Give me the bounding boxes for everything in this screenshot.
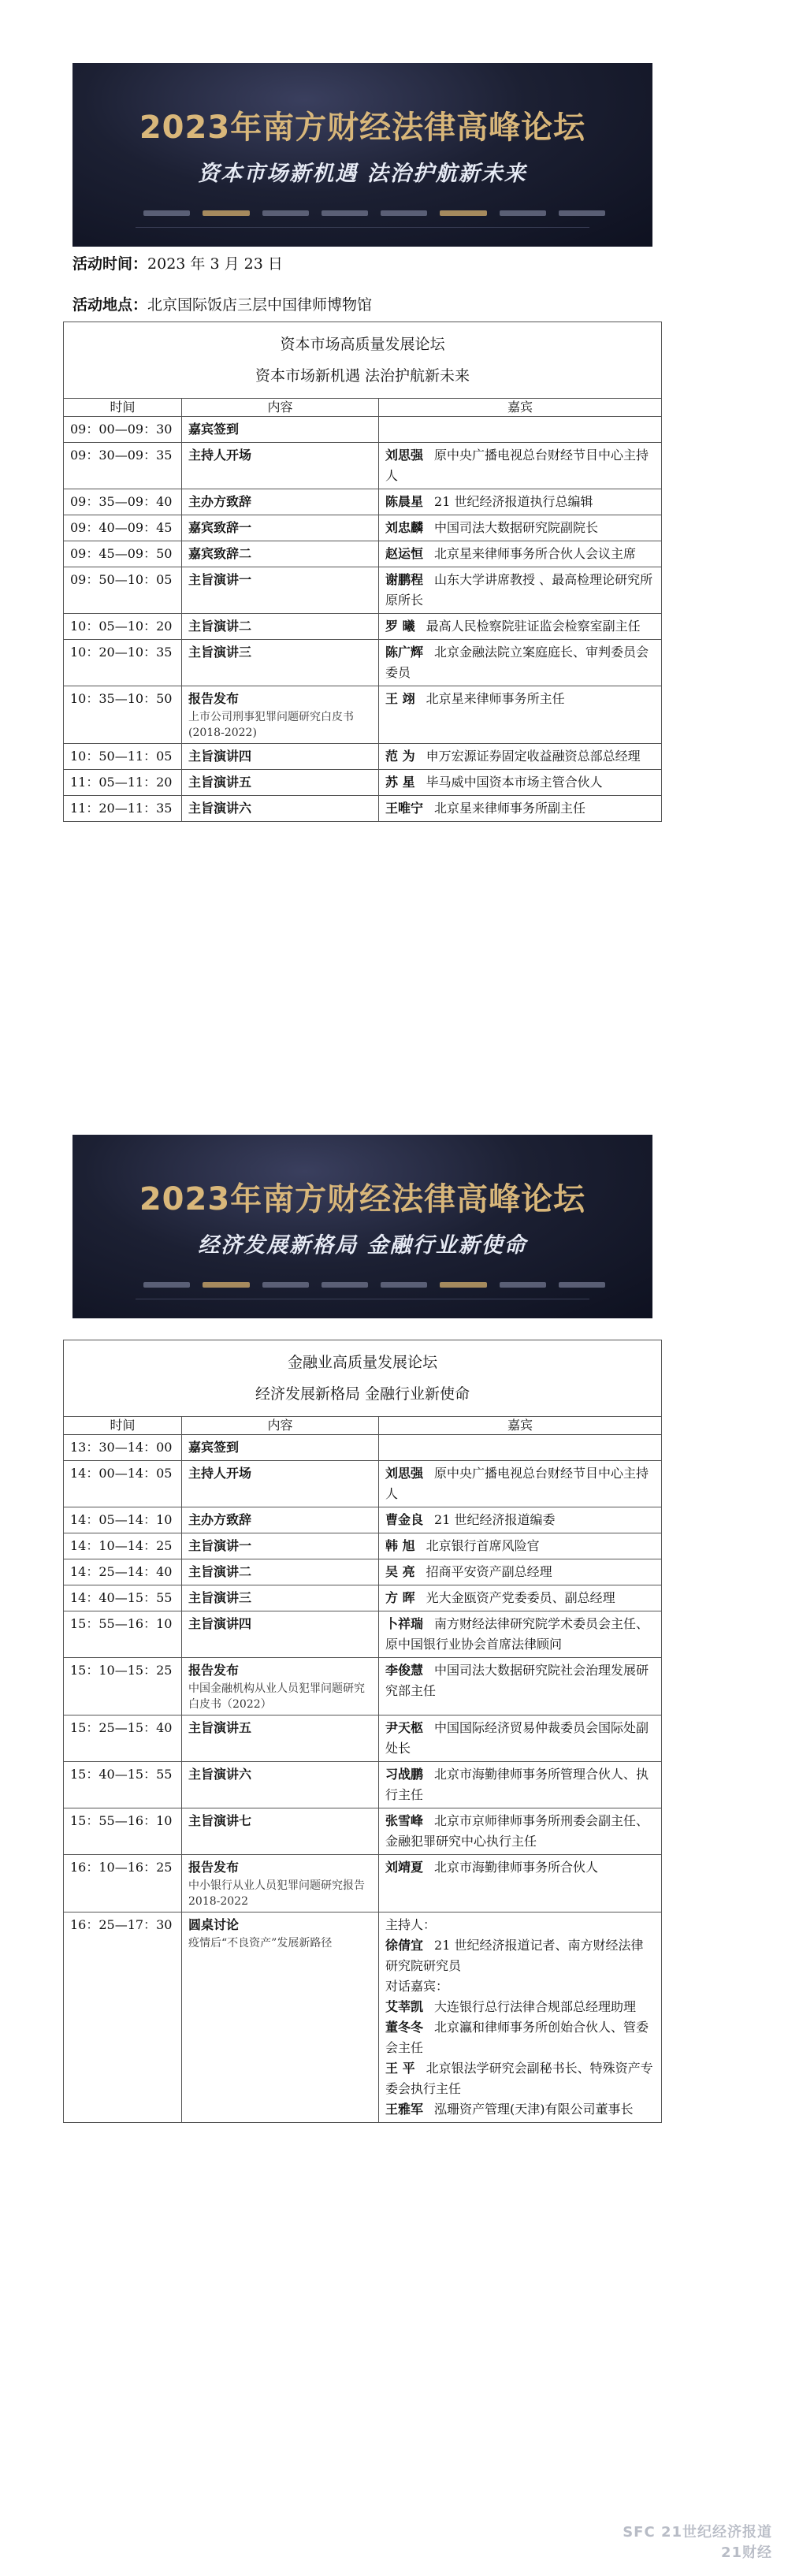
guest-name: 王 翊 <box>385 691 415 706</box>
guest-entry <box>385 570 655 611</box>
row-guests <box>379 686 662 744</box>
row-guests <box>379 1559 662 1585</box>
row-activity-detail: 中小银行从业人员犯罪问题研究报告 2018-2022 <box>188 1879 365 1908</box>
row-time: 14：25—14：40 <box>64 1559 182 1585</box>
guest-entry <box>385 492 655 512</box>
header-time: 时间 <box>64 1417 182 1435</box>
guest-title: 南方财经法律研究院学术委员会主任、原中国银行业协会首席法律顾问 <box>385 1616 649 1652</box>
row-time: 10：05—10：20 <box>64 614 182 640</box>
guest-title: 北京星来律师事务所主任 <box>426 691 565 706</box>
guest-title: 北京星来律师事务所合伙人会议主席 <box>434 546 637 561</box>
schedule-table-1 <box>63 322 662 822</box>
guest-name: 刘靖夏 <box>385 1860 424 1875</box>
guest-name: 尹天柩 <box>385 1720 424 1735</box>
row-guests <box>379 515 662 541</box>
row-content <box>182 1715 379 1762</box>
header-guest: 嘉宾 <box>379 1417 662 1435</box>
guest-title: 泓珊资产管理(天津)有限公司董事长 <box>434 2102 634 2117</box>
row-activity-detail: 上市公司刑事犯罪问题研究白皮书(2018-2022) <box>188 711 354 739</box>
event-place-label: 活动地点： <box>72 296 148 314</box>
row-activity: 主旨演讲四 <box>188 749 252 764</box>
row-time: 15：55—16：10 <box>64 1808 182 1855</box>
table-header-row <box>64 1417 662 1435</box>
row-activity: 主办方致辞 <box>188 1512 252 1527</box>
row-activity: 嘉宾签到 <box>188 422 240 437</box>
row-content <box>182 614 379 640</box>
guest-entry <box>385 1764 655 1805</box>
schedule-row <box>64 1435 662 1461</box>
table-caption-title: 金融业高质量发展论坛 <box>287 1354 437 1371</box>
sponsor-logos <box>143 206 605 219</box>
guest-name: 习战鹏 <box>385 1767 424 1782</box>
row-content <box>182 796 379 822</box>
guest-title: 北京银行首席风险官 <box>426 1538 540 1553</box>
row-activity: 嘉宾致辞二 <box>188 546 252 561</box>
guest-title: 中国司法大数据研究院社会治理发展研究部主任 <box>385 1663 649 1698</box>
guest-title: 中国司法大数据研究院副院长 <box>434 520 599 535</box>
guest-name: 陈广辉 <box>385 645 424 660</box>
row-content <box>182 1585 379 1611</box>
row-time: 09：30—09：35 <box>64 443 182 489</box>
guest-entry <box>385 518 655 538</box>
row-guests <box>379 1461 662 1507</box>
row-content <box>182 1658 379 1715</box>
guest-name: 卜祥瑞 <box>385 1616 424 1631</box>
row-activity: 主旨演讲三 <box>188 1590 252 1605</box>
guest-entry <box>385 1463 655 1504</box>
guest-entry <box>385 746 655 767</box>
event-time-value: 2023 年 3 月 23 日 <box>147 255 283 273</box>
banner-title: 2023年南方财经法律高峰论坛 <box>139 1181 586 1217</box>
guest-title: 中国国际经济贸易仲裁委员会国际处副处长 <box>385 1720 649 1756</box>
guest-name: 韩 旭 <box>385 1538 415 1553</box>
table-caption-title: 资本市场高质量发展论坛 <box>280 336 445 353</box>
row-guests <box>379 1912 662 2123</box>
guest-title: 北京市海勤律师事务所管理合伙人、执行主任 <box>385 1767 649 1802</box>
row-content <box>182 770 379 796</box>
schedule-row <box>64 1585 662 1611</box>
guest-entry <box>385 798 655 819</box>
schedule-row <box>64 1507 662 1533</box>
guest-entry <box>385 1718 655 1759</box>
row-activity: 主旨演讲五 <box>188 1720 252 1735</box>
guest-title: 申万宏源证券固定收益融资总部总经理 <box>426 749 641 764</box>
row-activity-detail: 中国金融机构从业人员犯罪问题研究白皮书（2022） <box>188 1682 365 1711</box>
row-content <box>182 1611 379 1658</box>
schedule-row <box>64 1762 662 1808</box>
row-activity: 主旨演讲二 <box>188 1564 252 1579</box>
row-content <box>182 567 379 614</box>
row-time: 14：40—15：55 <box>64 1585 182 1611</box>
guest-title: 北京星来律师事务所副主任 <box>434 801 586 816</box>
event-place-value: 北京国际饭店三层中国律师博物馆 <box>147 296 373 314</box>
guest-entry <box>385 2099 655 2120</box>
guest-name: 曹金良 <box>385 1512 424 1527</box>
row-activity: 报告发布 <box>188 1663 240 1678</box>
schedule-row <box>64 1611 662 1658</box>
guest-entry <box>385 689 655 709</box>
guest-entry <box>385 1562 655 1582</box>
guest-entry <box>385 1811 655 1852</box>
schedule-row <box>64 515 662 541</box>
row-content <box>182 1855 379 1912</box>
row-activity: 主持人开场 <box>188 448 252 463</box>
guest-name: 刘思强 <box>385 1466 424 1481</box>
row-content <box>182 1912 379 2123</box>
row-time: 15：40—15：55 <box>64 1762 182 1808</box>
row-guests <box>379 1658 662 1715</box>
event-time <box>72 252 283 273</box>
row-activity: 主旨演讲一 <box>188 1538 252 1553</box>
guest-name: 刘思强 <box>385 448 424 463</box>
row-guests <box>379 541 662 567</box>
row-guests <box>379 489 662 515</box>
row-content <box>182 489 379 515</box>
table-caption <box>64 322 662 399</box>
row-content <box>182 443 379 489</box>
row-content <box>182 515 379 541</box>
event-place <box>72 293 372 314</box>
row-content <box>182 1762 379 1808</box>
row-time: 15：25—15：40 <box>64 1715 182 1762</box>
schedule-table-2 <box>63 1340 662 2123</box>
schedule-row <box>64 1533 662 1559</box>
schedule-row <box>64 489 662 515</box>
schedule-row <box>64 614 662 640</box>
schedule-row <box>64 567 662 614</box>
header-content: 内容 <box>182 399 379 417</box>
row-content <box>182 541 379 567</box>
guest-title: 原中央广播电视总台财经节目中心主持人 <box>385 1466 649 1501</box>
row-guests <box>379 1762 662 1808</box>
row-activity: 主旨演讲六 <box>188 801 252 816</box>
row-content <box>182 640 379 686</box>
guest-name: 赵运恒 <box>385 546 424 561</box>
row-guests <box>379 640 662 686</box>
row-guests <box>379 1611 662 1658</box>
guest-title: 北京市京师律师事务所刑委会副主任、金融犯罪研究中心执行主任 <box>385 1813 649 1849</box>
row-activity: 主旨演讲三 <box>188 645 252 660</box>
banner-title: 2023年南方财经法律高峰论坛 <box>139 110 586 146</box>
row-time: 09：50—10：05 <box>64 567 182 614</box>
guest-name: 苏 星 <box>385 775 415 790</box>
guest-entry <box>385 1660 655 1701</box>
row-activity: 主旨演讲六 <box>188 1767 252 1782</box>
row-guests <box>379 1585 662 1611</box>
schedule-row <box>64 770 662 796</box>
guest-title: 山东大学讲席教授 、最高检理论研究所原所长 <box>385 572 653 608</box>
row-time: 14：05—14：10 <box>64 1507 182 1533</box>
guest-name: 王雅军 <box>385 2102 424 2117</box>
row-guests <box>379 443 662 489</box>
schedule-row <box>64 1658 662 1715</box>
guest-name: 王 平 <box>385 2061 415 2076</box>
row-activity: 主持人开场 <box>188 1466 252 1481</box>
banner-subtitle: 资本市场新机遇 法治护航新未来 <box>198 162 527 186</box>
row-time: 11：20—11：35 <box>64 796 182 822</box>
guest-name: 范 为 <box>385 749 415 764</box>
event-banner-1 <box>72 63 652 247</box>
row-time: 15：55—16：10 <box>64 1611 182 1658</box>
schedule-row <box>64 417 662 443</box>
watermark-line2: 21财经 <box>720 2544 772 2561</box>
row-content <box>182 1435 379 1461</box>
row-time: 14：00—14：05 <box>64 1461 182 1507</box>
schedule-row <box>64 1912 662 2123</box>
row-guests <box>379 417 662 443</box>
row-content <box>182 744 379 770</box>
guest-entry <box>385 772 655 793</box>
schedule-row <box>64 744 662 770</box>
schedule-row <box>64 1461 662 1507</box>
guest-name: 董冬冬 <box>385 2020 424 2035</box>
row-content <box>182 1533 379 1559</box>
schedule-row <box>64 1855 662 1912</box>
row-time: 09：45—09：50 <box>64 541 182 567</box>
guest-title: 北京瀛和律师事务所创始合伙人、管委会主任 <box>385 2020 649 2055</box>
header-content: 内容 <box>182 1417 379 1435</box>
guest-name: 王唯宁 <box>385 801 424 816</box>
guest-title: 最高人民检察院驻证监会检察室副主任 <box>426 619 641 634</box>
watermark-line1: SFC 21世纪经济报道 <box>623 2524 772 2541</box>
guest-title: 北京银法学研究会副秘书长、特殊资产专委会执行主任 <box>385 2061 653 2096</box>
guest-title: 光大金瓯资产党委委员、副总经理 <box>426 1590 615 1605</box>
row-content <box>182 1808 379 1855</box>
row-time: 09：40—09：45 <box>64 515 182 541</box>
row-guests <box>379 796 662 822</box>
row-activity: 报告发布 <box>188 1860 240 1875</box>
guest-name: 吴 亮 <box>385 1564 415 1579</box>
guest-entry <box>385 642 655 683</box>
event-time-label: 活动时间： <box>72 255 148 273</box>
row-activity: 报告发布 <box>188 691 240 706</box>
panel-host-label: 主持人： <box>385 1917 437 1932</box>
sponsor-logos <box>143 1278 605 1291</box>
guest-name: 方 晖 <box>385 1590 415 1605</box>
row-guests <box>379 1808 662 1855</box>
guest-entry <box>385 544 655 564</box>
guest-title: 毕马威中国资本市场主管合伙人 <box>426 775 603 790</box>
row-time: 13：30—14：00 <box>64 1435 182 1461</box>
row-guests <box>379 1435 662 1461</box>
table-caption-subtitle: 资本市场新机遇 法治护航新未来 <box>255 367 470 385</box>
guest-entry <box>385 1997 655 2017</box>
row-activity: 主旨演讲五 <box>188 775 252 790</box>
guest-entry <box>385 445 655 486</box>
row-activity: 圆桌讨论 <box>188 1917 240 1932</box>
schedule-row <box>64 796 662 822</box>
row-activity: 嘉宾签到 <box>188 1440 240 1455</box>
row-guests <box>379 567 662 614</box>
row-time: 14：10—14：25 <box>64 1533 182 1559</box>
schedule-row <box>64 1808 662 1855</box>
guest-entry <box>385 616 655 637</box>
row-time: 15：10—15：25 <box>64 1658 182 1715</box>
row-guests <box>379 1855 662 1912</box>
watermark-logo <box>623 2521 772 2562</box>
row-guests <box>379 614 662 640</box>
table-caption <box>64 1340 662 1417</box>
guest-title: 北京市海勤律师事务所合伙人 <box>434 1860 599 1875</box>
row-time: 09：00—09：30 <box>64 417 182 443</box>
guest-name: 艾莘凯 <box>385 1999 424 2014</box>
row-time: 09：35—09：40 <box>64 489 182 515</box>
schedule-row <box>64 1715 662 1762</box>
panel-guests-label: 对话嘉宾： <box>385 1979 449 1994</box>
row-content <box>182 1507 379 1533</box>
guest-entry <box>385 1614 655 1655</box>
banner-subtitle: 经济发展新格局 金融行业新使命 <box>198 1233 527 1258</box>
guest-title: 北京金融法院立案庭庭长、审判委员会委员 <box>385 645 649 680</box>
guest-title: 21 世纪经济报道执行总编辑 <box>434 494 593 509</box>
row-time: 16：10—16：25 <box>64 1855 182 1912</box>
row-guests <box>379 770 662 796</box>
header-time: 时间 <box>64 399 182 417</box>
row-content <box>182 1559 379 1585</box>
guest-entry <box>385 2017 655 2058</box>
schedule-row <box>64 1559 662 1585</box>
schedule-row <box>64 541 662 567</box>
row-time: 16：25—17：30 <box>64 1912 182 2123</box>
row-activity: 主旨演讲七 <box>188 1813 252 1828</box>
row-guests <box>379 1507 662 1533</box>
event-banner-2 <box>72 1135 652 1318</box>
table-header-row <box>64 399 662 417</box>
guest-title: 21 世纪经济报道记者、南方财经法律研究院研究员 <box>385 1938 644 1973</box>
row-content <box>182 686 379 744</box>
guest-entry <box>385 1857 655 1878</box>
row-time: 10：35—10：50 <box>64 686 182 744</box>
guest-title: 原中央广播电视总台财经节目中心主持人 <box>385 448 649 483</box>
row-activity: 嘉宾致辞一 <box>188 520 252 535</box>
row-activity: 主旨演讲四 <box>188 1616 252 1631</box>
row-content <box>182 417 379 443</box>
row-activity: 主旨演讲二 <box>188 619 252 634</box>
guest-entry <box>385 2058 655 2099</box>
schedule-row <box>64 686 662 744</box>
guest-name: 陈晨星 <box>385 494 424 509</box>
guest-name: 谢鹏程 <box>385 572 424 587</box>
row-activity: 主旨演讲一 <box>188 572 252 587</box>
table-caption-subtitle: 经济发展新格局 金融行业新使命 <box>255 1385 470 1403</box>
guest-name: 刘忠麟 <box>385 520 424 535</box>
row-guests <box>379 1715 662 1762</box>
row-time: 11：05—11：20 <box>64 770 182 796</box>
row-guests <box>379 1533 662 1559</box>
row-guests <box>379 744 662 770</box>
schedule-row <box>64 640 662 686</box>
guest-title: 大连银行总行法律合规部总经理助理 <box>434 1999 637 2014</box>
guest-entry <box>385 1935 655 1976</box>
guest-name: 张雪峰 <box>385 1813 424 1828</box>
row-content <box>182 1461 379 1507</box>
row-time: 10：20—10：35 <box>64 640 182 686</box>
schedule-row <box>64 443 662 489</box>
guest-entry <box>385 1588 655 1608</box>
guest-title: 招商平安资产副总经理 <box>426 1564 552 1579</box>
guest-entry <box>385 1510 655 1530</box>
row-activity: 主办方致辞 <box>188 494 252 509</box>
guest-name: 徐倩宜 <box>385 1938 424 1953</box>
row-time: 10：50—11：05 <box>64 744 182 770</box>
guest-title: 21 世纪经济报道编委 <box>434 1512 556 1527</box>
header-guest: 嘉宾 <box>379 399 662 417</box>
guest-name: 罗 曦 <box>385 619 415 634</box>
guest-name: 李俊慧 <box>385 1663 424 1678</box>
guest-entry <box>385 1536 655 1556</box>
row-activity-detail: 疫情后“不良资产”发展新路径 <box>188 1937 333 1950</box>
